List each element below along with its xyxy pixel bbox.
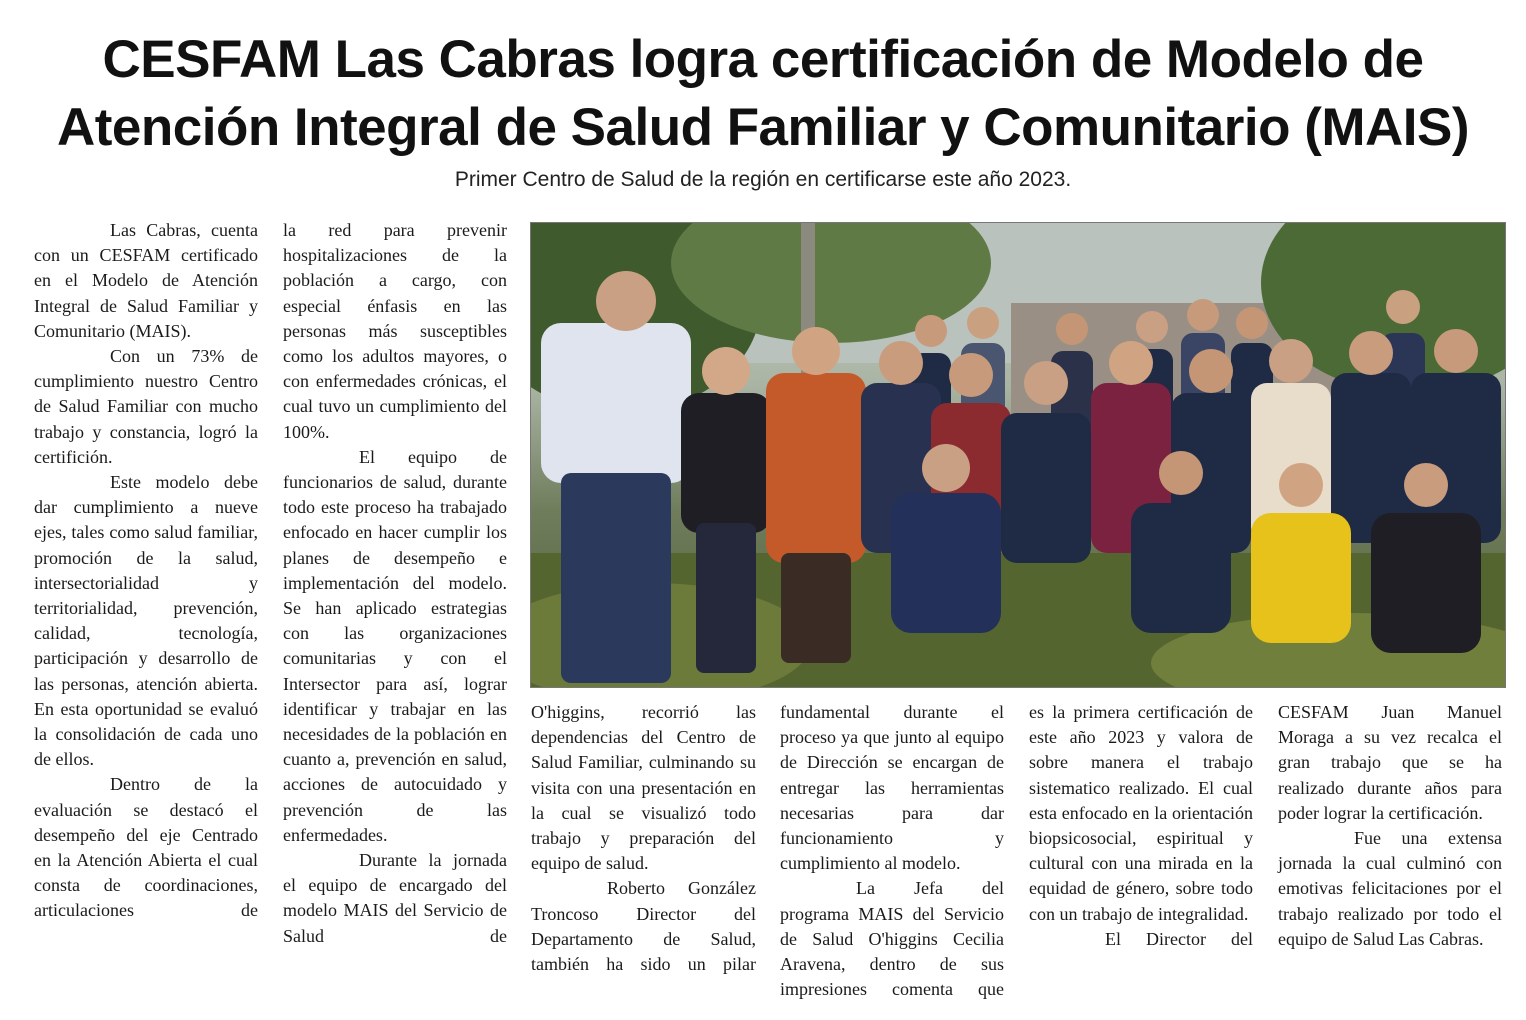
- text-column-3: [531, 700, 756, 977]
- text-column-6: [1278, 700, 1502, 952]
- article-subtitle: Primer Centro de Salud de la región en certificarse este año 2023.: [454, 168, 1072, 191]
- paragraph: El equipo de funcionarios de salud, durante todo este proceso ha trabajado enfocado en hacer cumplir los planes de desempeño e implementación del modelo. Se han aplicado estrategias con las organizaciones comunitarias y con el Intersector para así, lograr identificar y trabajar en las necesidades de la población en cuanto a, prevención en salud, acciones de autocuidado y prevención de las enfermedades.: [283, 446, 507, 845]
- paragraph: La Jefa del programa MAIS del Servicio de Salud O'higgins Cecilia Aravena, dentro de sus impresiones comenta que: [780, 878, 1004, 1000]
- paragraph: Durante la jornada el equipo de encargado del modelo MAIS del Servicio de Salud de: [283, 850, 507, 946]
- paragraph: O'higgins, recorrió las dependencias del Centro de Salud Familiar, culminando su visita con una presentación en la cual se visualizó todo trabajo y preparación del equipo de salud.: [531, 702, 756, 874]
- paragraph: fundamental durante el proceso ya que junto al equipo de Dirección se encargan de entregar las herramientas necesarias para dar funcionamiento y cumplimiento al modelo.: [780, 702, 1004, 874]
- group-photo-illustration: [531, 223, 1506, 688]
- paragraph: CESFAM Juan Manuel Moraga a su vez recalca el gran trabajo que se ha realizado durante años para poder lograr la certificación.: [1278, 702, 1502, 823]
- paragraph: Fue una extensa jornada la cual culminó con emotivas felicitaciones por el trabajo realizado por todo el equipo de Salud Las Cabras.: [1278, 828, 1502, 949]
- paragraph: Roberto González Troncoso Director del Departamento de Salud, también ha sido un pilar: [531, 878, 756, 975]
- paragraph: es la primera certificación de este año 2023 y valora de sobre manera el trabajo sistematico realizado. El cual esta enfocado en la orientación biopsicosocial, espiritual y cultural con una mirada en la equidad de género, sobre todo con un trabajo de integralidad.: [1029, 702, 1253, 924]
- paragraph: Las Cabras, cuenta con un CESFAM certificado en el Modelo de Atención Integral de Salud Familiar y Comunitario (MAIS).: [34, 220, 258, 341]
- text-column-2: [283, 218, 507, 949]
- paragraph: la red para prevenir hospitalizaciones de la población a cargo, con especial énfasis en las personas más susceptibles como los adultos mayores, o con enfermedades crónicas, el cual tuvo un cumplimiento del 100%.: [283, 220, 507, 442]
- group-photo: [530, 222, 1506, 688]
- paragraph: Dentro de la evaluación se destacó el desempeño del eje Centrado en la Atención Abierta el cual consta de coordinaciones, articulaciones de: [34, 774, 258, 921]
- paragraph: Con un 73% de cumplimiento nuestro Centro de Salud Familiar con mucho trabajo y constancia, logró la certifición.: [34, 346, 258, 467]
- paragraph: El Director del: [1105, 928, 1253, 949]
- text-column-4: [780, 700, 1004, 1002]
- text-column-1: [34, 218, 258, 924]
- headline-line-2: Atención Integral de Salud Familiar y Comunitario (MAIS): [56, 98, 1469, 157]
- article-headline: [20, 26, 1506, 162]
- paragraph: Este modelo debe dar cumplimiento a nueve ejes, tales como salud familiar, promoción de la salud, intersectorialidad y territorialidad, prevención, calidad, tecnología, participación y desarrollo de las personas, atención abierta. En esta oportunidad se evaluó la consolidación de cada uno de ellos.: [34, 472, 258, 770]
- headline-line-1: CESFAM Las Cabras logra certificación de Modelo de: [102, 30, 1424, 89]
- text-column-5: [1029, 700, 1253, 952]
